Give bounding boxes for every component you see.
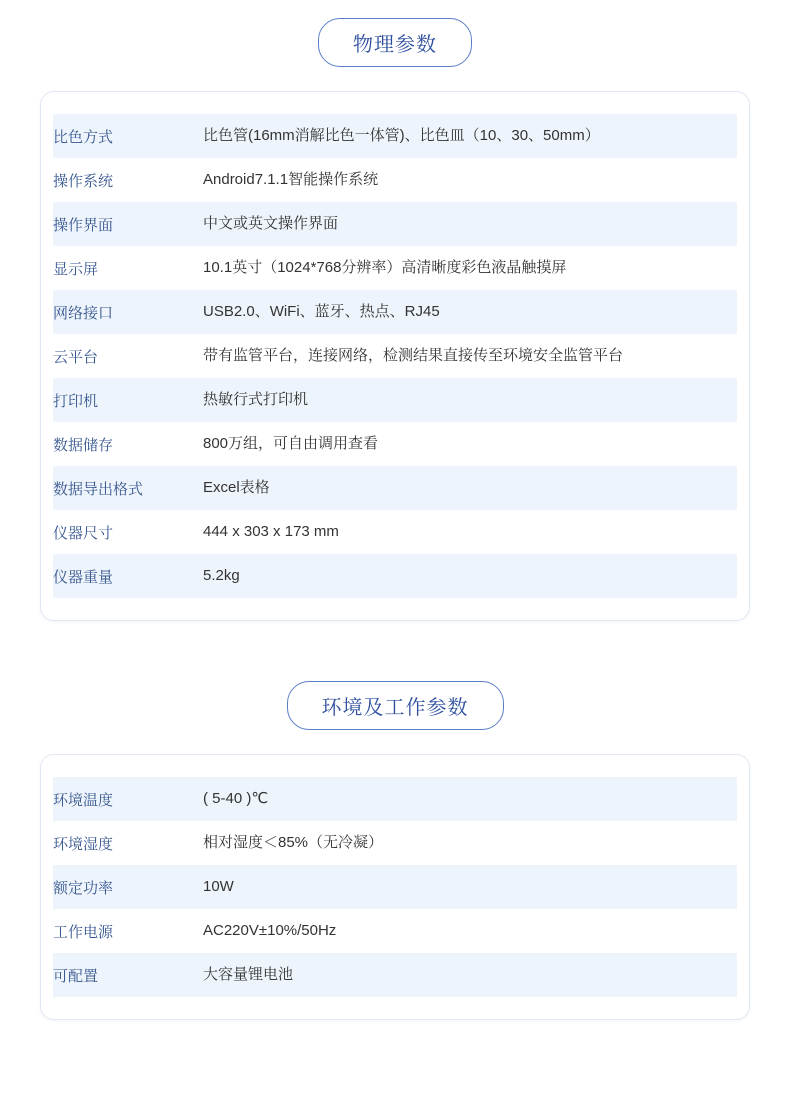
table-row bbox=[53, 202, 737, 246]
row-label: 云平台 bbox=[53, 348, 99, 366]
table-row bbox=[53, 378, 737, 422]
row-label: 操作系统 bbox=[53, 172, 114, 190]
row-label: 网络接口 bbox=[53, 304, 114, 322]
table-row bbox=[53, 865, 737, 909]
spec-table-physical bbox=[53, 114, 737, 598]
row-label: 可配置 bbox=[53, 967, 99, 985]
row-value: 中文或英文操作界面 bbox=[203, 214, 339, 232]
row-label: 额定功率 bbox=[53, 879, 114, 897]
row-value: 10.1英寸（1024*768分辨率）高清晰度彩色液晶触摸屏 bbox=[203, 258, 567, 276]
heading-table-spacer-1 bbox=[0, 67, 790, 91]
row-value: 热敏行式打印机 bbox=[203, 390, 309, 408]
section-heading-environment bbox=[0, 681, 790, 730]
row-value: 大容量锂电池 bbox=[203, 965, 294, 983]
table-row bbox=[53, 466, 737, 510]
row-label: 操作界面 bbox=[53, 216, 114, 234]
row-label: 打印机 bbox=[53, 392, 99, 410]
row-value: Android7.1.1智能操作系统 bbox=[203, 170, 379, 188]
top-spacer bbox=[0, 0, 790, 18]
row-label: 比色方式 bbox=[53, 128, 114, 146]
spec-card-environment bbox=[40, 754, 750, 1020]
row-label: 仪器尺寸 bbox=[53, 524, 114, 542]
row-label: 显示屏 bbox=[53, 260, 99, 278]
section-spacer bbox=[0, 621, 790, 681]
row-label: 工作电源 bbox=[53, 923, 114, 941]
row-value: ( 5-40 )℃ bbox=[203, 789, 269, 807]
table-row bbox=[53, 909, 737, 953]
section-title-physical: 物理参数 bbox=[318, 18, 472, 67]
table-row bbox=[53, 290, 737, 334]
row-value: Excel表格 bbox=[203, 478, 270, 496]
spec-table-environment bbox=[53, 777, 737, 997]
bottom-spacer bbox=[0, 1020, 790, 1054]
row-label: 环境湿度 bbox=[53, 835, 114, 853]
row-value: 800万组，可自由调用查看 bbox=[203, 434, 379, 452]
table-row bbox=[53, 510, 737, 554]
row-value: 比色管(16mm消解比色一体管)、比色皿（10、30、50mm） bbox=[203, 126, 600, 144]
table-row bbox=[53, 246, 737, 290]
table-row bbox=[53, 114, 737, 158]
row-value: AC220V±10%/50Hz bbox=[203, 921, 337, 939]
section-title-environment: 环境及工作参数 bbox=[287, 681, 504, 730]
table-row bbox=[53, 953, 737, 997]
row-value: 带有监管平台，连接网络，检测结果直接传至环境安全监管平台 bbox=[203, 346, 624, 364]
section-heading-physical bbox=[0, 18, 790, 67]
table-row bbox=[53, 158, 737, 202]
table-row bbox=[53, 334, 737, 378]
table-row bbox=[53, 777, 737, 821]
row-label: 仪器重量 bbox=[53, 568, 114, 586]
row-value: 10W bbox=[203, 877, 234, 895]
row-value: USB2.0、WiFi、蓝牙、热点、RJ45 bbox=[203, 302, 440, 320]
row-label: 环境温度 bbox=[53, 791, 114, 809]
row-label: 数据导出格式 bbox=[53, 480, 144, 498]
heading-table-spacer-2 bbox=[0, 730, 790, 754]
table-row bbox=[53, 422, 737, 466]
row-value: 5.2kg bbox=[203, 566, 240, 584]
table-row bbox=[53, 821, 737, 865]
row-value: 相对湿度＜85%（无冷凝） bbox=[203, 833, 384, 851]
row-label: 数据储存 bbox=[53, 436, 114, 454]
spec-card-physical bbox=[40, 91, 750, 621]
row-value: 444 x 303 x 173 mm bbox=[203, 522, 339, 540]
table-row bbox=[53, 554, 737, 598]
